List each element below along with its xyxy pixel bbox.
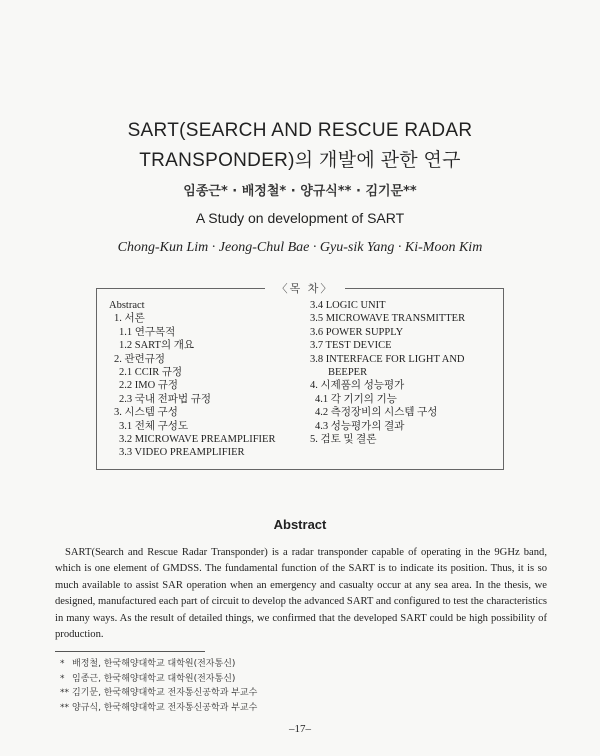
authors-korean: 임종근* · 배정철* · 양규식** · 김기문** — [183, 184, 417, 199]
toc-entry: 3.8 INTERFACE FOR LIGHT AND — [310, 353, 465, 365]
footnote — [60, 672, 257, 687]
table-of-contents — [96, 282, 504, 470]
toc-entry: 2.2 IMO 규정 — [119, 380, 179, 392]
toc-entry: 3.5 MICROWAVE TRANSMITTER — [310, 313, 466, 325]
toc-entry: 2.1 CCIR 규정 — [119, 367, 183, 379]
footnote-mark: * — [60, 673, 65, 684]
footnotes — [60, 657, 257, 715]
toc-entry: Abstract — [109, 300, 145, 311]
footnote-text: 배정철, 한국해양대학교 대학원(전자통신) — [72, 659, 236, 669]
title-line-1: SART(SEARCH AND RESCUE RADAR — [127, 120, 473, 141]
page-number: –17– — [289, 723, 311, 735]
footnote-text: 김기문, 한국해양대학교 전자통신공학과 부교수 — [72, 688, 258, 698]
title-line-2: TRANSPONDER)의 개발에 관한 연구 — [139, 150, 461, 171]
toc-left-column — [109, 299, 299, 460]
footnote-mark: ** — [60, 688, 69, 698]
toc-entry: 3.1 전체 구성도 — [119, 420, 189, 432]
toc-entry: 3.7 TEST DEVICE — [310, 340, 392, 352]
footnote-mark: * — [60, 659, 65, 669]
toc-entry: 2.3 국내 전파법 규정 — [119, 393, 212, 405]
toc-entry: 4.1 각 기기의 기능 — [315, 393, 397, 405]
toc-heading: 〈목 차〉 — [265, 280, 345, 296]
footnote-divider — [55, 651, 205, 652]
footnote-mark: ** — [60, 702, 69, 713]
toc-entry: 1.1 연구목적 — [119, 326, 176, 338]
footnote-text: 양규식, 한국해양대학교 전자통신공학과 부교수 — [72, 702, 258, 713]
toc-entry: 5. 검토 및 결론 — [310, 434, 377, 446]
english-title: A Study on development of SART — [195, 210, 405, 226]
footnote — [60, 686, 257, 701]
toc-entry: BEEPER — [328, 367, 368, 379]
toc-entry: 1. 서론 — [114, 313, 145, 325]
toc-right-column — [310, 299, 500, 446]
toc-entry: 1.2 SART의 개요 — [119, 340, 195, 352]
footnote — [60, 657, 257, 672]
toc-entry: 4.3 성능평가의 결과 — [315, 420, 405, 432]
abstract-heading: Abstract — [273, 517, 327, 532]
toc-entry: 4. 시제품의 성능평가 — [310, 380, 405, 392]
toc-entry: 3.3 VIDEO PREAMPLIFIER — [119, 447, 245, 459]
footnote — [60, 701, 257, 716]
toc-entry: 2. 관련규정 — [114, 353, 166, 365]
authors-english: Chong-Kun Lim · Jeong-Chul Bae · Gyu-sik Yang · Ki-Moon Kim — [117, 240, 483, 255]
toc-entry: 3.4 LOGIC UNIT — [310, 300, 386, 311]
toc-entry: 4.2 측정장비의 시스템 구성 — [315, 407, 438, 419]
toc-entry: 3. 시스템 구성 — [114, 407, 178, 419]
abstract-body: SART(Search and Rescue Radar Transponder) is a radar transponder capable of operating in the 9GHz band, which is one element of GMDSS. The fundamental function of the SART is to indicate its position. Thus, it is so much available to assist SAR operation when an emergency and casualty occur at any sea area. In the thesis, we designed, manufactured each part of circuit to develop the advanced SART and configured to test the characteristics in many ways. As the result of detailed things, we confirmed that the developed SART could be high possibility of production. — [55, 547, 547, 641]
toc-entry: 3.2 MICROWAVE PREAMPLIFIER — [119, 434, 276, 446]
toc-entry: 3.6 POWER SUPPLY — [310, 326, 404, 338]
footnote-text: 임종근, 한국해양대학교 대학원(전자통신) — [72, 673, 236, 684]
